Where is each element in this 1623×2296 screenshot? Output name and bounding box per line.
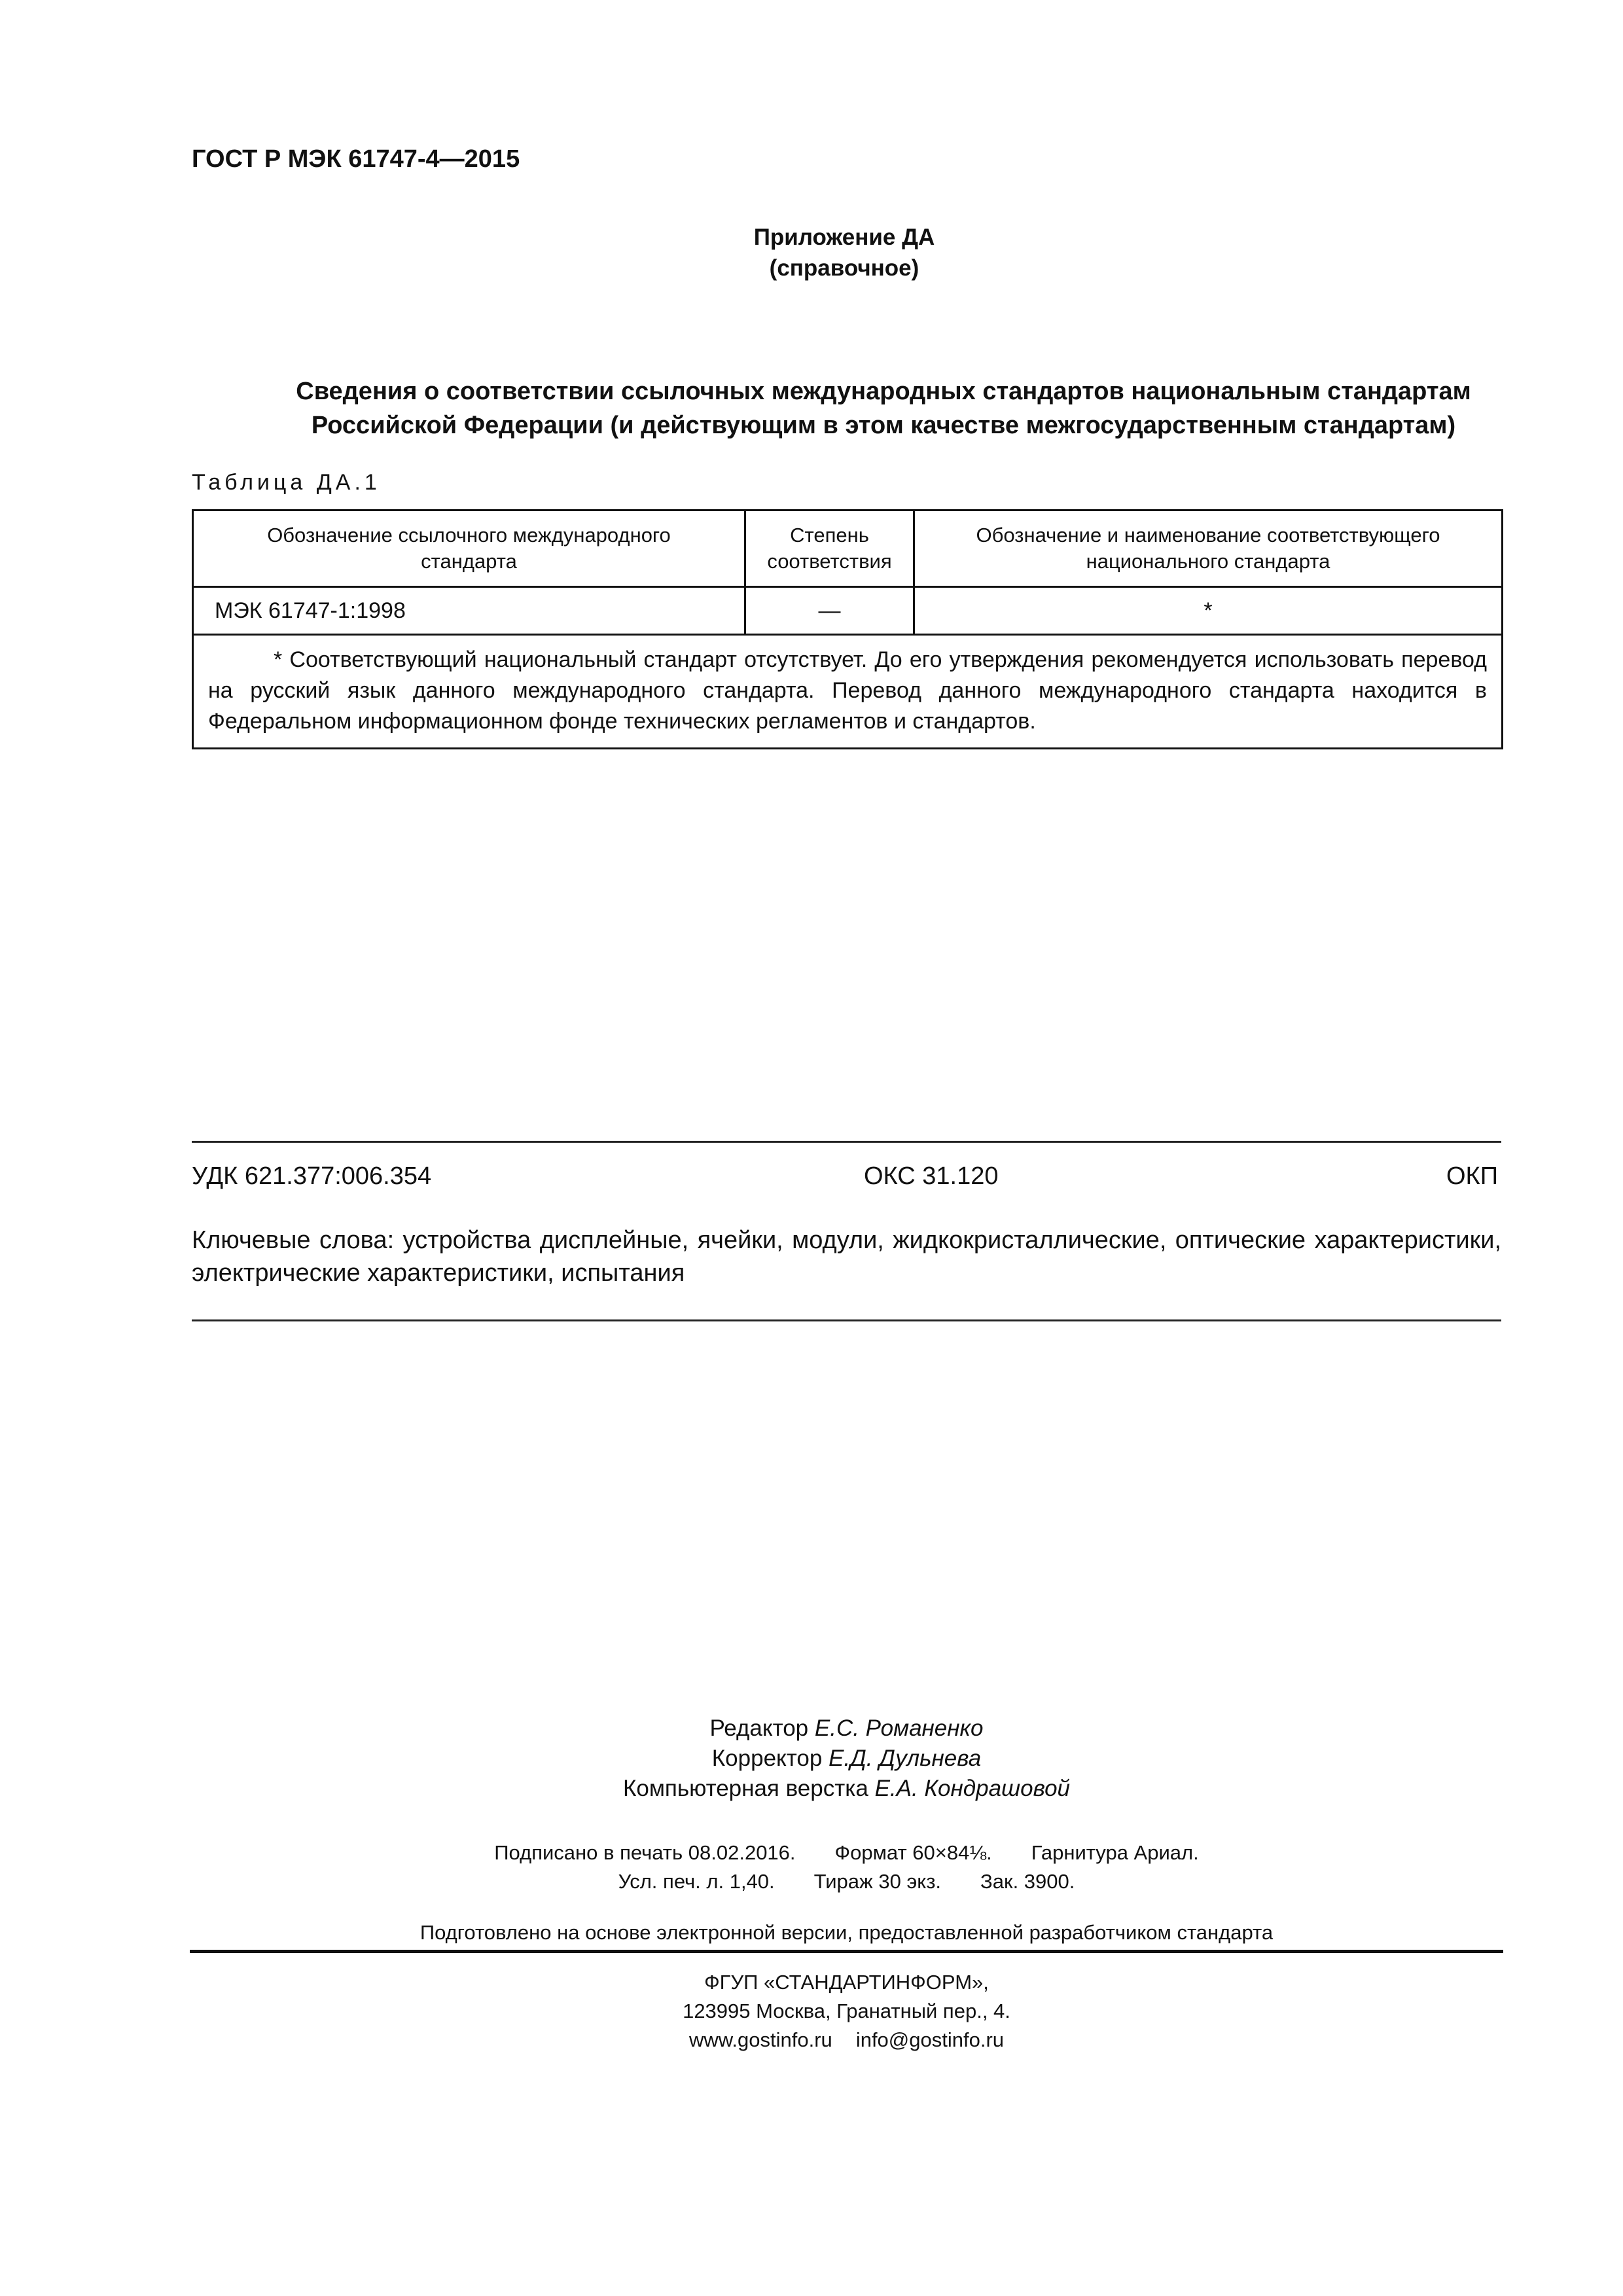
print-info [192,1839,1501,1896]
document-code: ГОСТ Р МЭК 61747-4—2015 [192,145,520,173]
publisher-contacts [192,2026,1501,2054]
header-reference-line-2: стандарта [421,550,517,573]
publisher-address: 123995 Москва, Гранатный пер., 4. [683,2000,1010,2022]
header-degree-line-1: Степень [790,524,869,547]
header-national-line-1: Обозначение и наименование соответствующего [976,524,1440,547]
table-row [193,587,1503,635]
header-cell-degree [745,511,914,587]
header-reference-line-1: Обозначение ссылочного международного [267,524,671,547]
section-heading-line-1: Сведения о соответствии ссылочных международных стандартов национальным стандартам [296,378,1471,405]
cell-reference-standard: МЭК 61747-1:1998 [193,587,745,635]
publisher-divider [190,1950,1503,1953]
prepared-note: Подготовлено на основе электронной версии, предоставленной разработчиком стандарта [419,1921,1274,1944]
header-cell-national [914,511,1503,587]
layout-role: Компьютерная верстка [622,1776,868,1801]
paper-format: Формат 60×84⅛. [834,1841,992,1864]
corrector-role: Корректор [711,1746,823,1771]
table-footnote-text: * Соответствующий национальный стандарт отсутствует. До его утверждения рекомендуется использовать перевод на русский язык данного международного стандарта. Перевод данного международного стандарта находится в Федеральном информационном фонде технических регламентов и стандартов. [208,647,1487,734]
okp-code: ОКП [1446,1162,1499,1190]
header-national-line-2: национального стандарта [1086,550,1330,573]
editor-role: Редактор [709,1715,809,1741]
table-note-row [193,635,1503,749]
section-heading [157,374,1610,442]
divider-top [192,1141,1501,1143]
layout-line [192,1774,1501,1804]
header-degree-line-2: соответствия [767,550,892,573]
publisher-website[interactable]: www.gostinfo.ru [688,2028,832,2051]
table-header-row [193,511,1503,587]
signed-date: Подписано в печать 08.02.2016. [494,1841,796,1864]
keywords: Ключевые слова: устройства дисплейные, ячейки, модули, жидкокристаллические, оптические характеристики, электрические характеристики, испытания [192,1227,1501,1287]
layout-name: Е.А. Кондрашовой [874,1776,1071,1801]
appendix-title: Приложение ДА [753,224,935,250]
credits [192,1713,1501,1804]
printed-sheets: Усл. печ. л. 1,40. [618,1870,775,1893]
table-footnote [193,635,1503,749]
header-cell-reference [193,511,745,587]
print-info-line-1 [192,1839,1501,1867]
cell-degree: — [745,587,914,635]
order-number: Зак. 3900. [980,1870,1075,1893]
corrector-name: Е.Д. Дульнева [829,1746,982,1771]
corrector-line [192,1744,1501,1774]
print-run: Тираж 30 экз. [813,1870,942,1893]
publisher-name: ФГУП «СТАНДАРТИНФОРМ», [704,1971,989,1994]
udk-code: УДК 621.377:006.354 [192,1162,432,1190]
editor-name: Е.С. Романенко [814,1715,984,1741]
table-caption: Таблица ДА.1 [192,470,381,495]
appendix-type: (справочное) [769,255,919,281]
section-heading-line-2: Российской Федерации (и действующим в этом качестве межгосударственным стандартам) [311,412,1456,439]
publisher-email[interactable]: info@gostinfo.ru [855,2028,1005,2051]
typeface: Гарнитура Ариал. [1031,1841,1199,1864]
editor-line [192,1713,1501,1744]
publisher-block [192,1968,1501,2054]
divider-bottom [192,1319,1501,1321]
oks-code: ОКС 31.120 [864,1162,999,1190]
print-info-line-2 [192,1867,1501,1896]
cell-national-standard: * [914,587,1503,635]
correspondence-table [192,509,1503,749]
